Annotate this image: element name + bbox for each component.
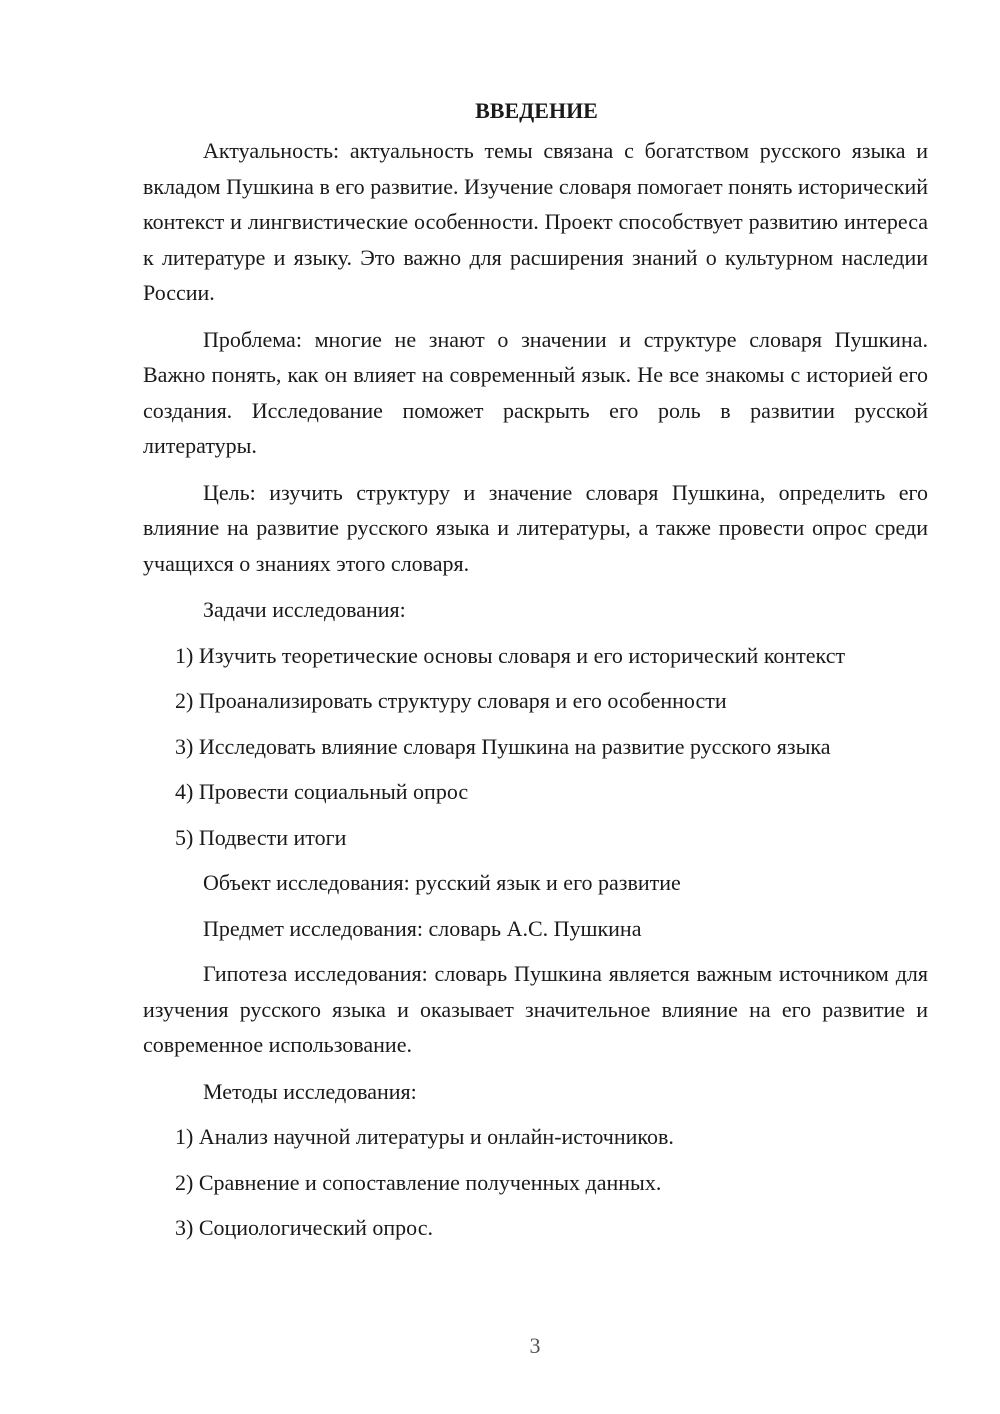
object-line: Объект исследования: русский язык и его развитие	[203, 870, 681, 895]
list-item: 1) Анализ научной литературы и онлайн-источников.	[175, 1124, 674, 1149]
tasks-list	[143, 638, 928, 856]
methods-list	[143, 1119, 928, 1246]
list-item: 1) Изучить теоретические основы словаря и его исторический контекст	[175, 642, 846, 668]
goal-paragraph: Цель: изучить структуру и значение словаря Пушкина, определить его влияние на развитие русского языка и литературы, а также провести опрос среди учащихся о знаниях этого словаря.	[143, 479, 928, 576]
list-item: 5) Подвести итоги	[175, 824, 347, 850]
list-item: 2) Сравнение и сопоставление полученных данных.	[175, 1169, 662, 1195]
list-item: 2) Проанализировать структуру словаря и его особенности	[175, 688, 727, 713]
methods-heading: Методы исследования:	[203, 1078, 417, 1104]
relevance-paragraph: Актуальность: актуальность темы связана с богатством русского языка и вкладом Пушкина в его развитие. Изучение словаря помогает понять исторический контекст и лингвистические особенности. Проект способствует развитию интереса к литературе и языку. Это важно для расширения знаний о культурном наследии России.	[143, 138, 928, 305]
list-item: 4) Провести социальный опрос	[175, 779, 469, 804]
subject-line: Предмет исследования: словарь А.С. Пушкина	[203, 915, 642, 941]
hypothesis-paragraph: Гипотеза исследования: словарь Пушкина является важным источником для изучения русского языка и оказывает значительное влияние на его развитие и современное использование.	[143, 961, 928, 1057]
list-item: 3) Исследовать влияние словаря Пушкина на развитие русского языка	[175, 733, 831, 759]
page-number: 3	[529, 1333, 541, 1358]
page-title: ВВЕДЕНИЕ	[475, 98, 598, 123]
problem-paragraph: Проблема: многие не знают о значении и структуре словаря Пушкина. Важно понять, как он влияет на современный язык. Не все знакомы с историей его создания. Исследование поможет раскрыть его роль в развитии русской литературы.	[143, 326, 928, 458]
list-item: 3) Социологический опрос.	[175, 1215, 433, 1240]
tasks-heading: Задачи исследования:	[203, 597, 406, 622]
document-page	[143, 95, 928, 1256]
